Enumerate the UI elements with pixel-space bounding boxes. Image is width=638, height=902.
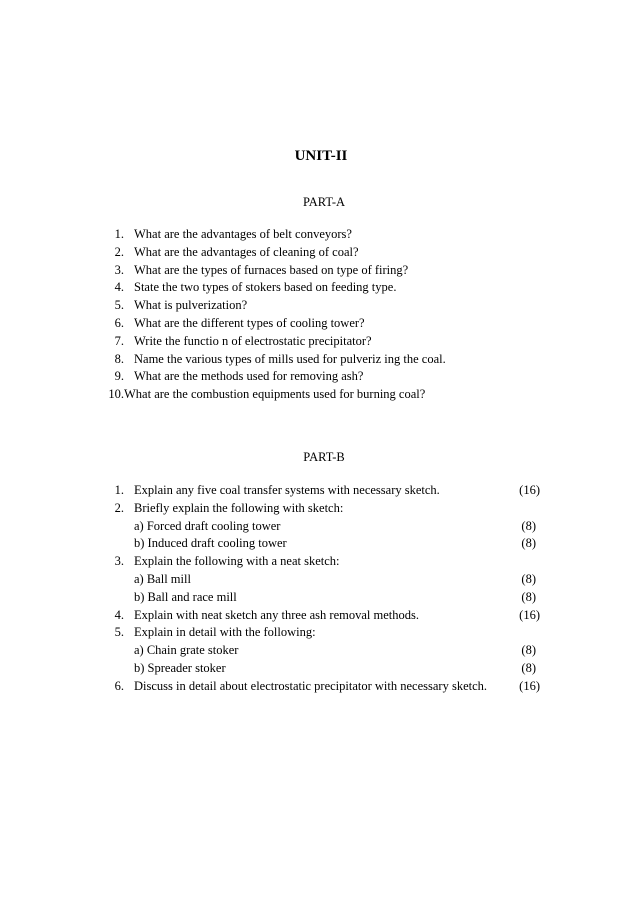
question-row xyxy=(0,315,638,333)
part-a-question-list xyxy=(0,226,638,404)
question-number: 9. xyxy=(114,369,124,384)
question-text: Discuss in detail about electrostatic precipitator with necessary sketch. xyxy=(134,678,488,693)
unit-title-text: UNIT-II xyxy=(294,148,348,164)
part-b-heading: PART-B xyxy=(303,450,345,464)
question-marks: (16) xyxy=(519,483,540,497)
question-number: 2. xyxy=(114,244,124,259)
question-text: Explain any five coal transfer systems with necessary sketch. xyxy=(134,483,440,497)
question-number: 3. xyxy=(114,554,124,569)
question-row xyxy=(0,386,638,404)
question-marks: (8) xyxy=(521,518,536,533)
question-row xyxy=(0,678,638,696)
question-row xyxy=(0,368,638,386)
sub-question-text: a) Chain grate stoker xyxy=(134,643,239,658)
question-row xyxy=(0,333,638,351)
question-text: What are the advantages of cleaning of coal? xyxy=(134,244,359,259)
question-number: 1. xyxy=(114,227,124,241)
question-text: Explain the following with a neat sketch: xyxy=(134,554,340,569)
sub-question-text: b) Ball and race mill xyxy=(134,589,237,604)
question-text: Name the various types of mills used for pulveriz ing the coal. xyxy=(134,351,446,366)
sub-question-text: b) Spreader stoker xyxy=(134,660,226,675)
sub-question-row xyxy=(0,535,638,553)
sub-question-row xyxy=(0,518,638,536)
question-row xyxy=(0,262,638,280)
question-text: Explain with neat sketch any three ash removal methods. xyxy=(134,607,419,622)
question-row xyxy=(0,226,638,244)
question-marks: (16) xyxy=(519,678,540,693)
question-text: What are the methods used for removing ash? xyxy=(134,369,364,384)
question-row xyxy=(0,553,638,571)
question-number: 5. xyxy=(114,625,124,640)
question-text: Write the functio n of electrostatic precipitator? xyxy=(134,333,372,348)
sub-question-text: b) Induced draft cooling tower xyxy=(134,536,287,551)
question-text: Briefly explain the following with sketch: xyxy=(134,500,344,515)
question-text: Explain in detail with the following: xyxy=(134,625,316,640)
question-row xyxy=(0,607,638,625)
question-marks: (8) xyxy=(521,660,536,675)
question-row xyxy=(0,500,638,518)
sub-question-text: a) Ball mill xyxy=(134,571,191,586)
question-row xyxy=(0,297,638,315)
question-text: What are the advantages of belt conveyors? xyxy=(134,227,352,241)
question-text: What is pulverization? xyxy=(134,298,248,313)
question-row xyxy=(0,351,638,369)
question-marks: (8) xyxy=(521,643,536,658)
sub-question-text: a) Forced draft cooling tower xyxy=(134,518,281,533)
question-row xyxy=(0,244,638,262)
question-text: What are the different types of cooling tower? xyxy=(134,315,365,330)
part-a-heading: PART-A xyxy=(302,195,346,209)
question-number: 8. xyxy=(114,351,124,366)
question-row xyxy=(0,279,638,297)
sub-question-row xyxy=(0,589,638,607)
question-text: State the two types of stokers based on feeding type. xyxy=(134,280,397,295)
sub-question-row xyxy=(0,660,638,678)
question-number: 4. xyxy=(114,607,124,622)
question-number: 6. xyxy=(114,678,124,693)
question-marks: (16) xyxy=(519,607,540,622)
question-number: 7. xyxy=(114,333,124,348)
question-number: 2. xyxy=(114,500,124,515)
question-number: 4. xyxy=(114,280,124,295)
question-number: 3. xyxy=(114,262,124,277)
question-text: What are the types of furnaces based on type of firing? xyxy=(134,262,409,277)
question-marks: (8) xyxy=(521,536,536,551)
unit-title xyxy=(0,148,638,165)
question-marks: (8) xyxy=(521,571,536,586)
question-row xyxy=(0,624,638,642)
sub-question-row xyxy=(0,642,638,660)
part-b-question-list xyxy=(0,482,638,696)
question-number: 6. xyxy=(114,315,124,330)
question-text: What are the combustion equipments used for burning coal? xyxy=(124,387,426,402)
question-row xyxy=(0,482,638,500)
question-number: 5. xyxy=(114,298,124,313)
question-number: 10. xyxy=(108,387,124,402)
question-number: 1. xyxy=(114,483,124,497)
question-marks: (8) xyxy=(521,589,536,604)
sub-question-row xyxy=(0,571,638,589)
